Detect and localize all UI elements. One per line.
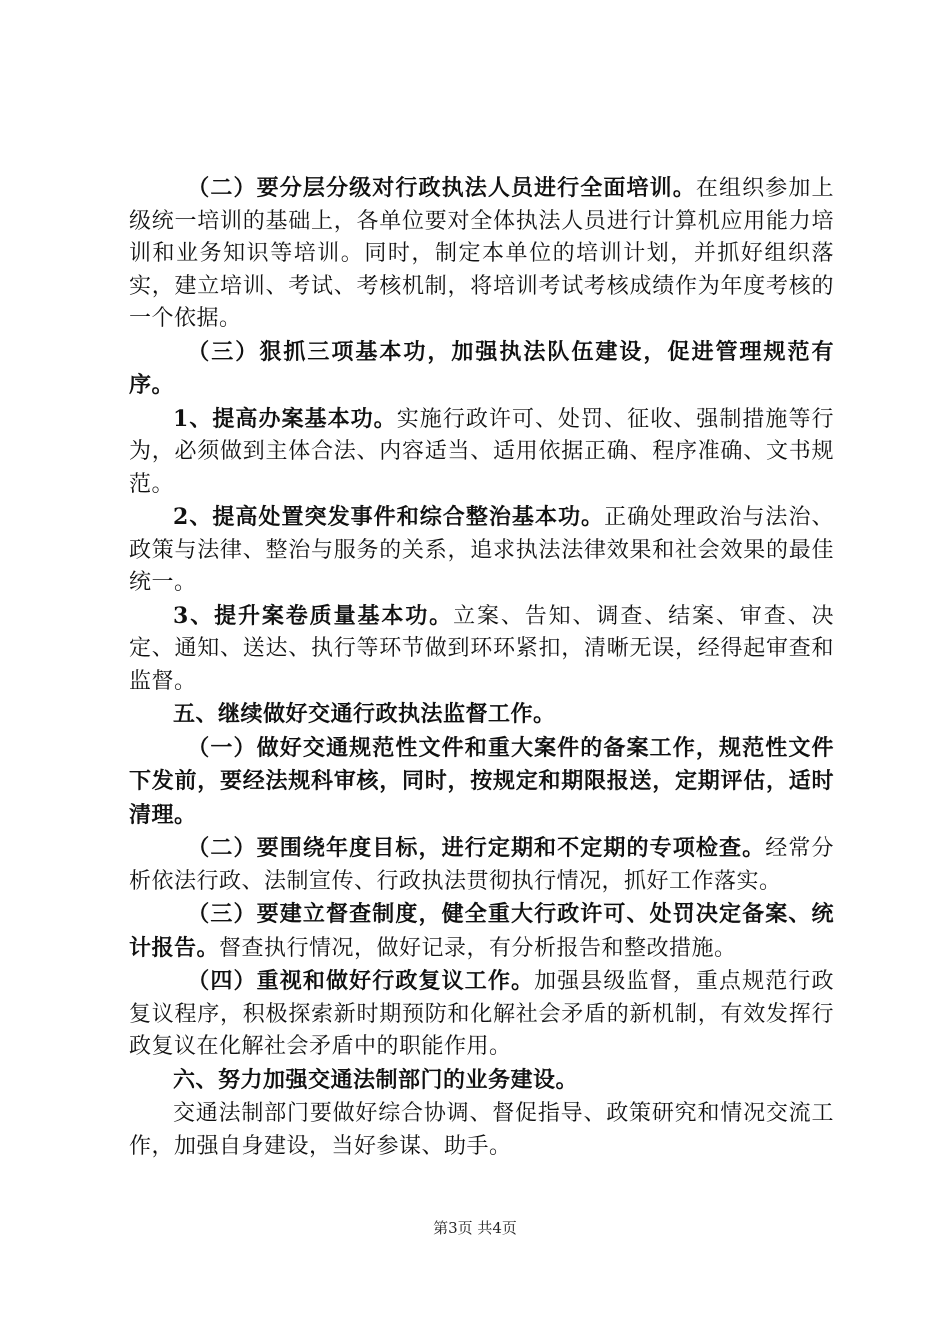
- paragraph-text: 立案、告知、调查、结案、审查、决定、通知、送达、执行等环节做到环环紧扣，清晰无误，经得起审查和监督。: [129, 603, 834, 694]
- section-heading: 六、努力加强交通法制部门的业务建设。: [173, 1066, 579, 1093]
- paragraph-heading: 2、提高处置突发事件和综合整治基本功。: [173, 504, 605, 530]
- document-body: [129, 172, 834, 1163]
- paragraph-three-skills: [129, 336, 834, 403]
- paragraph-heading: 3、提升案卷质量基本功。: [173, 602, 454, 629]
- paragraph-text: 正确处理政治与法治、政策与法律、整治与服务的关系，追求执法法律效果和社会效果的最佳统一。: [129, 505, 834, 595]
- paragraph-case-handling: [129, 403, 834, 502]
- paragraph-heading: （四）重视和做好行政复议工作。: [187, 968, 535, 994]
- paragraph-inspection: [129, 832, 834, 898]
- paragraph-heading: （二）要围绕年度目标，进行定期和不定期的专项检查。: [187, 835, 766, 861]
- paragraph-heading: （一）做好交通规范性文件和重大案件的备案工作，规范性文件下发前，要经法规科审核，同时，按规定和期限报送，定期评估，适时清理。: [129, 734, 834, 828]
- paragraph-supervision: [129, 898, 834, 965]
- paragraph-heading: 1、提高办案基本功。: [173, 405, 397, 432]
- paragraph-case-file-quality: [129, 600, 834, 699]
- page-footer: [0, 1217, 950, 1238]
- section-heading: 五、继续做好交通行政执法监督工作。: [173, 701, 556, 727]
- paragraph-text: 督查执行情况，做好记录，有分析报告和整改措施。: [219, 935, 737, 961]
- paragraph-heading: （三）要建立督查制度，健全重大行政许可、处罚决定备案、统计报告。: [129, 901, 834, 961]
- paragraph-heading: （二）要分层分级对行政执法人员进行全面培训。: [187, 175, 696, 201]
- paragraph-text: 在组织参加上级统一培训的基础上，各单位要对全体执法人员进行计算机应用能力培训和业务知识等培训。同时，制定本单位的培训计划，并抓好组织落实，建立培训、考试、考核机制，将培训考试考核成绩作为年度考核的一个依据。: [129, 176, 834, 331]
- paragraph-department-building: [129, 1097, 834, 1163]
- section-heading-six: [129, 1064, 834, 1098]
- page-number: 第3页 共4页: [433, 1219, 517, 1237]
- section-heading-five: [129, 698, 834, 732]
- paragraph-heading: （三）狠抓三项基本功，加强执法队伍建设，促进管理规范有序。: [129, 338, 834, 398]
- paragraph-administrative-review: [129, 965, 834, 1064]
- paragraph-text: 实施行政许可、处罚、征收、强制措施等行为，必须做到主体合法、内容适当、适用依据正确、程序准确、文书规范。: [129, 406, 834, 497]
- paragraph-text: 交通法制部门要做好综合协调、督促指导、政策研究和情况交流工作，加强自身建设，当好参谋、助手。: [129, 1101, 834, 1159]
- paragraph-filing-work: [129, 732, 834, 833]
- paragraph-text: 经常分析依法行政、法制宣传、行政执法贯彻执行情况，抓好工作落实。: [129, 836, 834, 894]
- paragraph-text: 加强县级监督，重点规范行政复议程序，积极探索新时期预防和化解社会矛盾的新机制，有效发挥行政复议在化解社会矛盾中的职能作用。: [129, 969, 834, 1059]
- paragraph-emergency-handling: [129, 501, 834, 600]
- paragraph-training: [129, 172, 834, 336]
